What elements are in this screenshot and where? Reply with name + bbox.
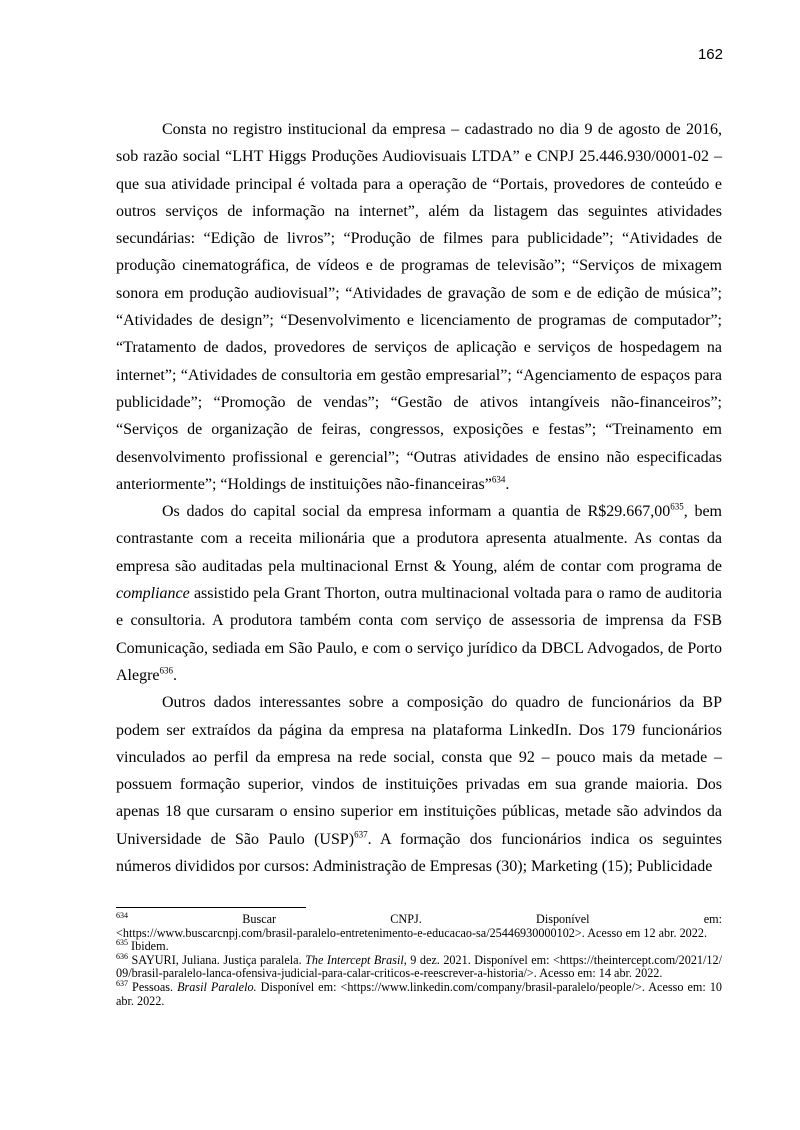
footnote-637 <box>116 978 723 1008</box>
main-text <box>116 116 722 880</box>
paragraph-text: assistido pela Grant Thorton, outra multinacional voltada para o ramo de auditoria e consultoria. A produtora também conta com serviço de assessoria de imprensa da FSB Comunicação, sediada em São Paulo, e com o serviço jurídico da DBCL Advogados, de Porto Alegre <box>116 585 722 684</box>
paragraph-capital-social <box>116 498 722 689</box>
footnote-number: 634 <box>116 910 128 920</box>
footnote-text: Ibidem. <box>131 939 169 954</box>
paragraph-end: . <box>505 475 510 493</box>
paragraph-text: , bem contrastante com a receita milionária que a produtora apresenta atualmente. As contas da empresa são auditadas pela multinacional Ernst & Young, além de contar com programa de <box>116 503 722 575</box>
paragraph-text: Os dados do capital social da empresa informam a quantia de R$29.667,00 <box>162 503 671 521</box>
footnote-634-line2 <box>116 927 722 941</box>
footnote-text: SAYURI, Juliana. Justiça paralela. <box>131 952 306 967</box>
footnote-number: 636 <box>116 951 128 961</box>
paragraph-text: . A formação dos funcionários indica os seguintes números divididos por cursos: Administração de Empresas (30); Marketing (15); Publicidade <box>116 830 723 876</box>
footnote-text: Buscar CNPJ. Disponível em: <box>242 912 723 926</box>
footnote-text: Pessoas. <box>132 979 178 994</box>
footnote-link[interactable]: 9 dez. 2021. Disponível em: <https://theintercept.com/2021/12/09/brasil-paralelo-lanca-ofensiva-judicial-para-calar-criticos-e-reescrever-a-historia/>. Acesso em: 14 abr. 2022. <box>116 952 722 981</box>
footnote-ref-634[interactable]: 634 <box>491 474 506 485</box>
paragraph-company-registration <box>116 116 722 498</box>
footnote-ref-637[interactable]: 637 <box>354 829 368 840</box>
page-number: 162 <box>697 46 723 63</box>
footnote-number: 637 <box>116 978 128 988</box>
italic-term: compliance <box>116 585 190 603</box>
footnote-635 <box>116 940 722 954</box>
footnote-636 <box>116 951 722 981</box>
footnote-ref-636[interactable]: 636 <box>159 665 174 676</box>
paragraph-employees <box>116 689 722 880</box>
footnote-number: 635 <box>116 938 128 948</box>
footnote-634-line1 <box>116 910 723 927</box>
footnote-separator <box>116 907 306 908</box>
paragraph-text: Outros dados interessantes sobre a composição do quadro de funcionários da BP podem ser extraídos da página da empresa na plataforma LinkedIn. Dos 179 funcionários vinculados ao perfil da empresa na rede social, consta que 92 – pouco mais da metade – possuem formação superior, vindos de instituições privadas em sua grande maioria. Dos apenas 18 que cursaram o ensino superior em instituições públicas, metade são advindos da Universidade de São Paulo (USP) <box>116 694 722 848</box>
footnote-source-title: The Intercept Brasil, <box>305 952 407 967</box>
paragraph-end: . <box>173 666 178 684</box>
footnote-link[interactable]: Disponível em: <https://www.linkedin.com/company/brasil-paralelo/people/>. Acesso em: 10 abr. 2022. <box>116 979 723 1008</box>
footnotes <box>116 910 723 1008</box>
paragraph-text: Consta no registro institucional da empresa – cadastrado no dia 9 de agosto de 2016, sob razão social “LHT Higgs Produções Audiovisuais LTDA” e CNPJ 25.446.930/0001-02 – que sua atividade principal é voltada para a operação de “Portais, provedores de conteúdo e outros serviços de informação na internet”, além da listagem das seguintes atividades secundárias: “Edição de livros”; “Produção de filmes para publicidade”; “Atividades de produção cinematográfica, de vídeos e de programas de televisão”; “Serviços de mixagem sonora em produção audiovisual”; “Atividades de gravação de som e de edição de música”; “Atividades de design”; “Desenvolvimento e licenciamento de programas de computador”; “Tratamento de dados, provedores de serviços de aplicação e serviços de hospedagem na internet”; “Atividades de consultoria em gestão empresarial”; “Agenciamento de espaços para publicidade”; “Promoção de vendas”; “Gestão de ativos intangíveis não-financeiros”; “Serviços de organização de feiras, congressos, exposições e festas”; “Treinamento em desenvolvimento profissional e gerencial”; “Outras atividades de ensino não especificadas anteriormente”; “Holdings de instituições não-financeiras” <box>116 121 722 493</box>
footnote-source-title: Brasil Paralelo. <box>177 979 257 994</box>
footnote-ref-635[interactable]: 635 <box>670 501 684 512</box>
footnote-link[interactable]: <https://www.buscarcnpj.com/brasil-paralelo-entretenimento-e-educacao-sa/25446930000102>. Acesso em 12 abr. 2022. <box>116 925 708 940</box>
